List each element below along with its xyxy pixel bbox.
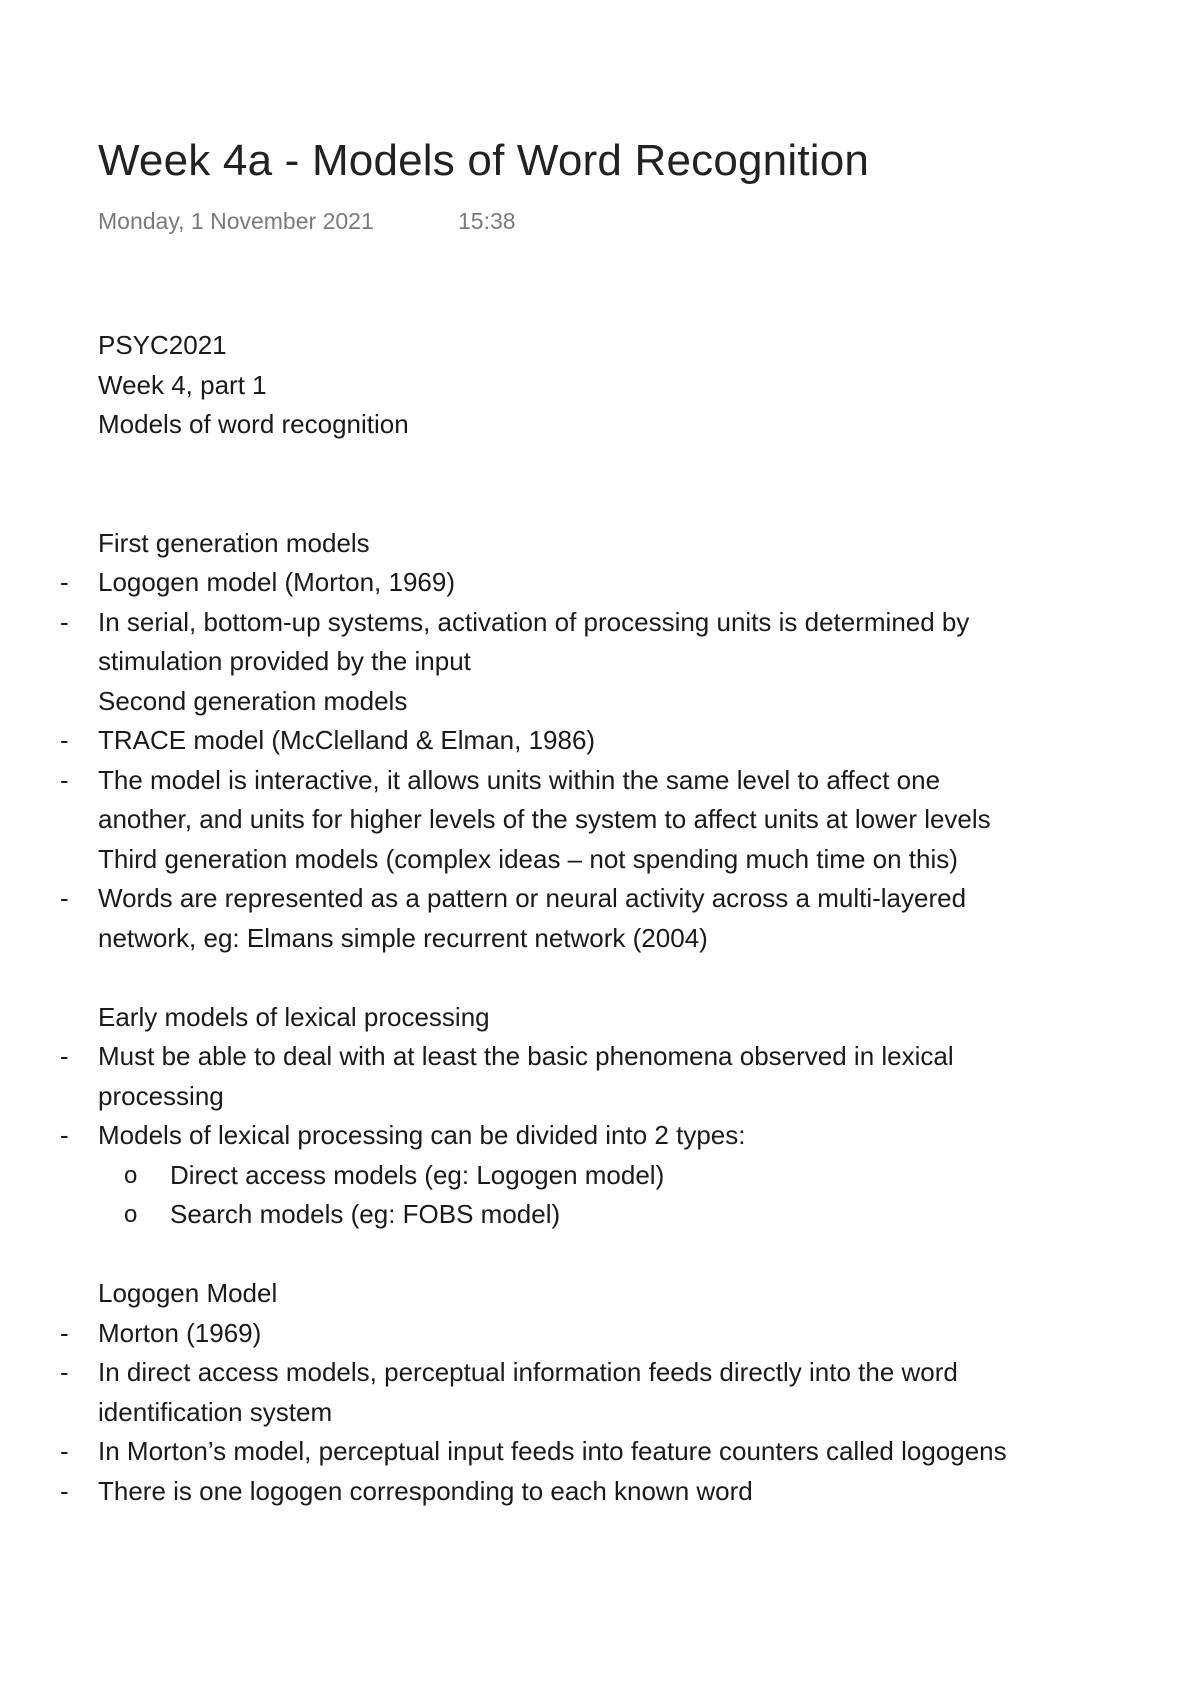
section-heading [0, 840, 1200, 880]
bullet-text: The model is interactive, it allows units within the same level to affect one [98, 764, 941, 795]
sub-list-item [0, 1156, 1200, 1196]
topic-label: Models of word recognition [98, 409, 409, 439]
bullet-dash: - [60, 1436, 69, 1466]
bullet-text: Words are represented as a pattern or neural activity across a multi-layered [98, 883, 967, 913]
list-item-continuation [0, 800, 1200, 840]
note-meta [98, 208, 516, 235]
sub-bullet-text: Direct access models (eg: Logogen model) [170, 1159, 665, 1190]
topic-line [0, 405, 1200, 445]
bullet-dash: - [60, 764, 69, 795]
bullet-text: processing [98, 1080, 224, 1111]
note-body [0, 326, 1200, 1511]
bullet-dash: - [60, 1357, 69, 1387]
bullet-dash: - [60, 606, 69, 637]
section-heading [0, 998, 1200, 1038]
bullet-dash: - [60, 1475, 69, 1506]
bullet-dash: - [60, 725, 69, 755]
section-heading [0, 524, 1200, 564]
bullet-text: In serial, bottom-up systems, activation of processing units is determined by [98, 606, 970, 637]
list-item [0, 761, 1200, 801]
list-item-continuation [0, 919, 1200, 959]
list-item [0, 1116, 1200, 1156]
bullet-text: Must be able to deal with at least the basic phenomena observed in lexical [98, 1041, 954, 1071]
bullet-dash: - [60, 1317, 69, 1348]
bullet-text: Morton (1969) [98, 1317, 262, 1348]
note-date: Monday, 1 November 2021 [98, 208, 374, 234]
page-title: Week 4a - Models of Word Recognition [98, 136, 870, 185]
list-item [0, 1037, 1200, 1077]
list-item [0, 603, 1200, 643]
list-item [0, 1353, 1200, 1393]
heading-early-models: Early models of lexical processing [98, 1001, 490, 1032]
section-heading [0, 1274, 1200, 1314]
note-time: 15:38 [458, 208, 516, 234]
course-code: PSYC2021 [98, 330, 227, 360]
bullet-dash: - [60, 883, 69, 913]
heading-first-generation: First generation models [98, 527, 370, 558]
bullet-text: network, eg: Elmans simple recurrent network (2004) [98, 922, 708, 953]
bullet-text: In direct access models, perceptual information feeds directly into the word [98, 1357, 958, 1387]
bullet-dash: - [60, 1041, 69, 1071]
heading-third-generation: Third generation models (complex ideas – not spending much time on this) [98, 843, 958, 874]
heading-second-generation: Second generation models [98, 685, 408, 716]
list-item-continuation [0, 1393, 1200, 1433]
bullet-text: Logogen model (Morton, 1969) [98, 567, 456, 597]
list-item [0, 1314, 1200, 1354]
week-line [0, 366, 1200, 406]
list-item [0, 721, 1200, 761]
list-item [0, 563, 1200, 603]
week-label: Week 4, part 1 [98, 369, 267, 400]
bullet-text: stimulation provided by the input [98, 646, 471, 676]
sub-bullet-text: Search models (eg: FOBS model) [170, 1199, 561, 1229]
list-item [0, 1432, 1200, 1472]
bullet-text: another, and units for higher levels of the system to affect units at lower levels [98, 804, 991, 834]
list-item-continuation [0, 1077, 1200, 1117]
sub-bullet: o [124, 1161, 138, 1189]
list-item-continuation [0, 642, 1200, 682]
bullet-text: identification system [98, 1396, 333, 1427]
course-line [0, 326, 1200, 366]
sub-list-item [0, 1195, 1200, 1235]
sub-bullet: o [124, 1201, 138, 1228]
bullet-text: TRACE model (McClelland & Elman, 1986) [98, 725, 596, 755]
list-item [0, 879, 1200, 919]
section-heading [0, 682, 1200, 722]
bullet-text: There is one logogen corresponding to each known word [98, 1475, 753, 1506]
heading-logogen-model: Logogen Model [98, 1278, 278, 1308]
bullet-text: In Morton’s model, perceptual input feeds into feature counters called logogens [98, 1436, 1007, 1466]
bullet-dash: - [60, 567, 69, 597]
bullet-text: Models of lexical processing can be divided into 2 types: [98, 1120, 746, 1150]
bullet-dash: - [60, 1120, 69, 1150]
list-item [0, 1472, 1200, 1512]
